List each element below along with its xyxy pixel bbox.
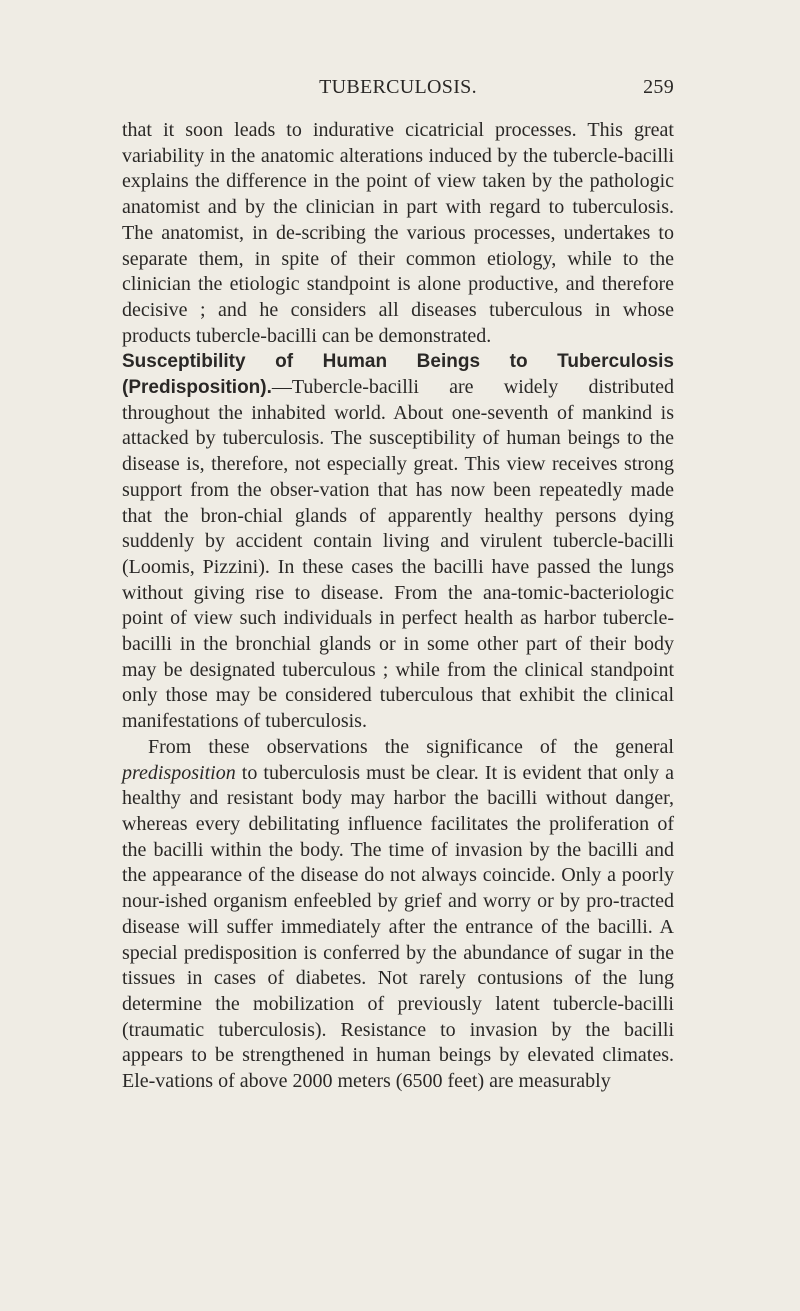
paragraph3-after-italic: to tuberculosis must be clear. It is evident that only a healthy and resistant body may harbor the bacilli without danger, whereas every debilitating influence facilitates the proliferation of the bacilli within the body. The time of invasion by the bacilli and the appearance of the disease do not always coincide. Only a poorly nour-ished organism enfeebled by grief and worry or by pro-tracted disease will suffer immediately after the entrance of the bacilli. A special predisposition is conferred by the abundance of sugar in the tissues in cases of diabetes. Not rarely contusions of the lung determine the mobilization of previously latent tubercle-bacilli (traumatic tuberculosis). Resistance to invasion by the bacilli appears to be strengthened in human beings by elevated climates. Ele-vations of above 2000 meters (6500 feet) are measurably <box>122 761 674 1093</box>
paragraph3-before-italic: From these observations the significance of the general <box>148 735 674 758</box>
section-heading-line1: Susceptibility of Human Beings to Tuberculosis <box>122 351 674 373</box>
paragraph-predisposition <box>122 735 674 1095</box>
italic-term: predisposition <box>122 761 236 784</box>
body-text <box>122 118 674 1095</box>
paragraph-continued: that it soon leads to indurative cicatricial processes. This great variability in the anatomic alterations induced by the tubercle-bacilli explains the difference in the point of view taken by the pathologic anatomist and by the clinician in part with regard to tuberculosis. The anatomist, in de-scribing the various processes, undertakes to separate them, in spite of their common etiology, while to the clinician the etiologic standpoint is alone productive, and therefore decisive ; and he considers all diseases tuberculous in whose products tubercle-bacilli can be demonstrated. <box>122 119 674 347</box>
running-head <box>122 76 674 106</box>
page-number: 259 <box>643 76 674 98</box>
running-title: TUBERCULOSIS. <box>319 76 477 98</box>
section-heading-line2: (Predisposition). <box>122 377 272 399</box>
section-paragraph <box>122 349 674 735</box>
section-body: —Tubercle-bacilli are widely distributed throughout the inhabited world. About one-seventh of mankind is attacked by tuberculosis. The susceptibility of human beings to the disease is, therefore, not especially great. This view receives strong support from the obser-vation that has now been repeatedly made that the bron-chial glands of apparently healthy persons dying suddenly by accident contain living and virulent tubercle-bacilli (Loomis, Pizzini). In these cases the bacilli have passed the lungs without giving rise to disease. From the ana-tomic-bacteriologic point of view such individuals in perfect health as harbor tubercle-bacilli in the bronchial glands or in some other part of their body may be designated tuberculous ; while from the clinical standpoint only those may be considered tuberculous that exhibit the clinical manifestations of tuberculosis. <box>122 376 674 733</box>
